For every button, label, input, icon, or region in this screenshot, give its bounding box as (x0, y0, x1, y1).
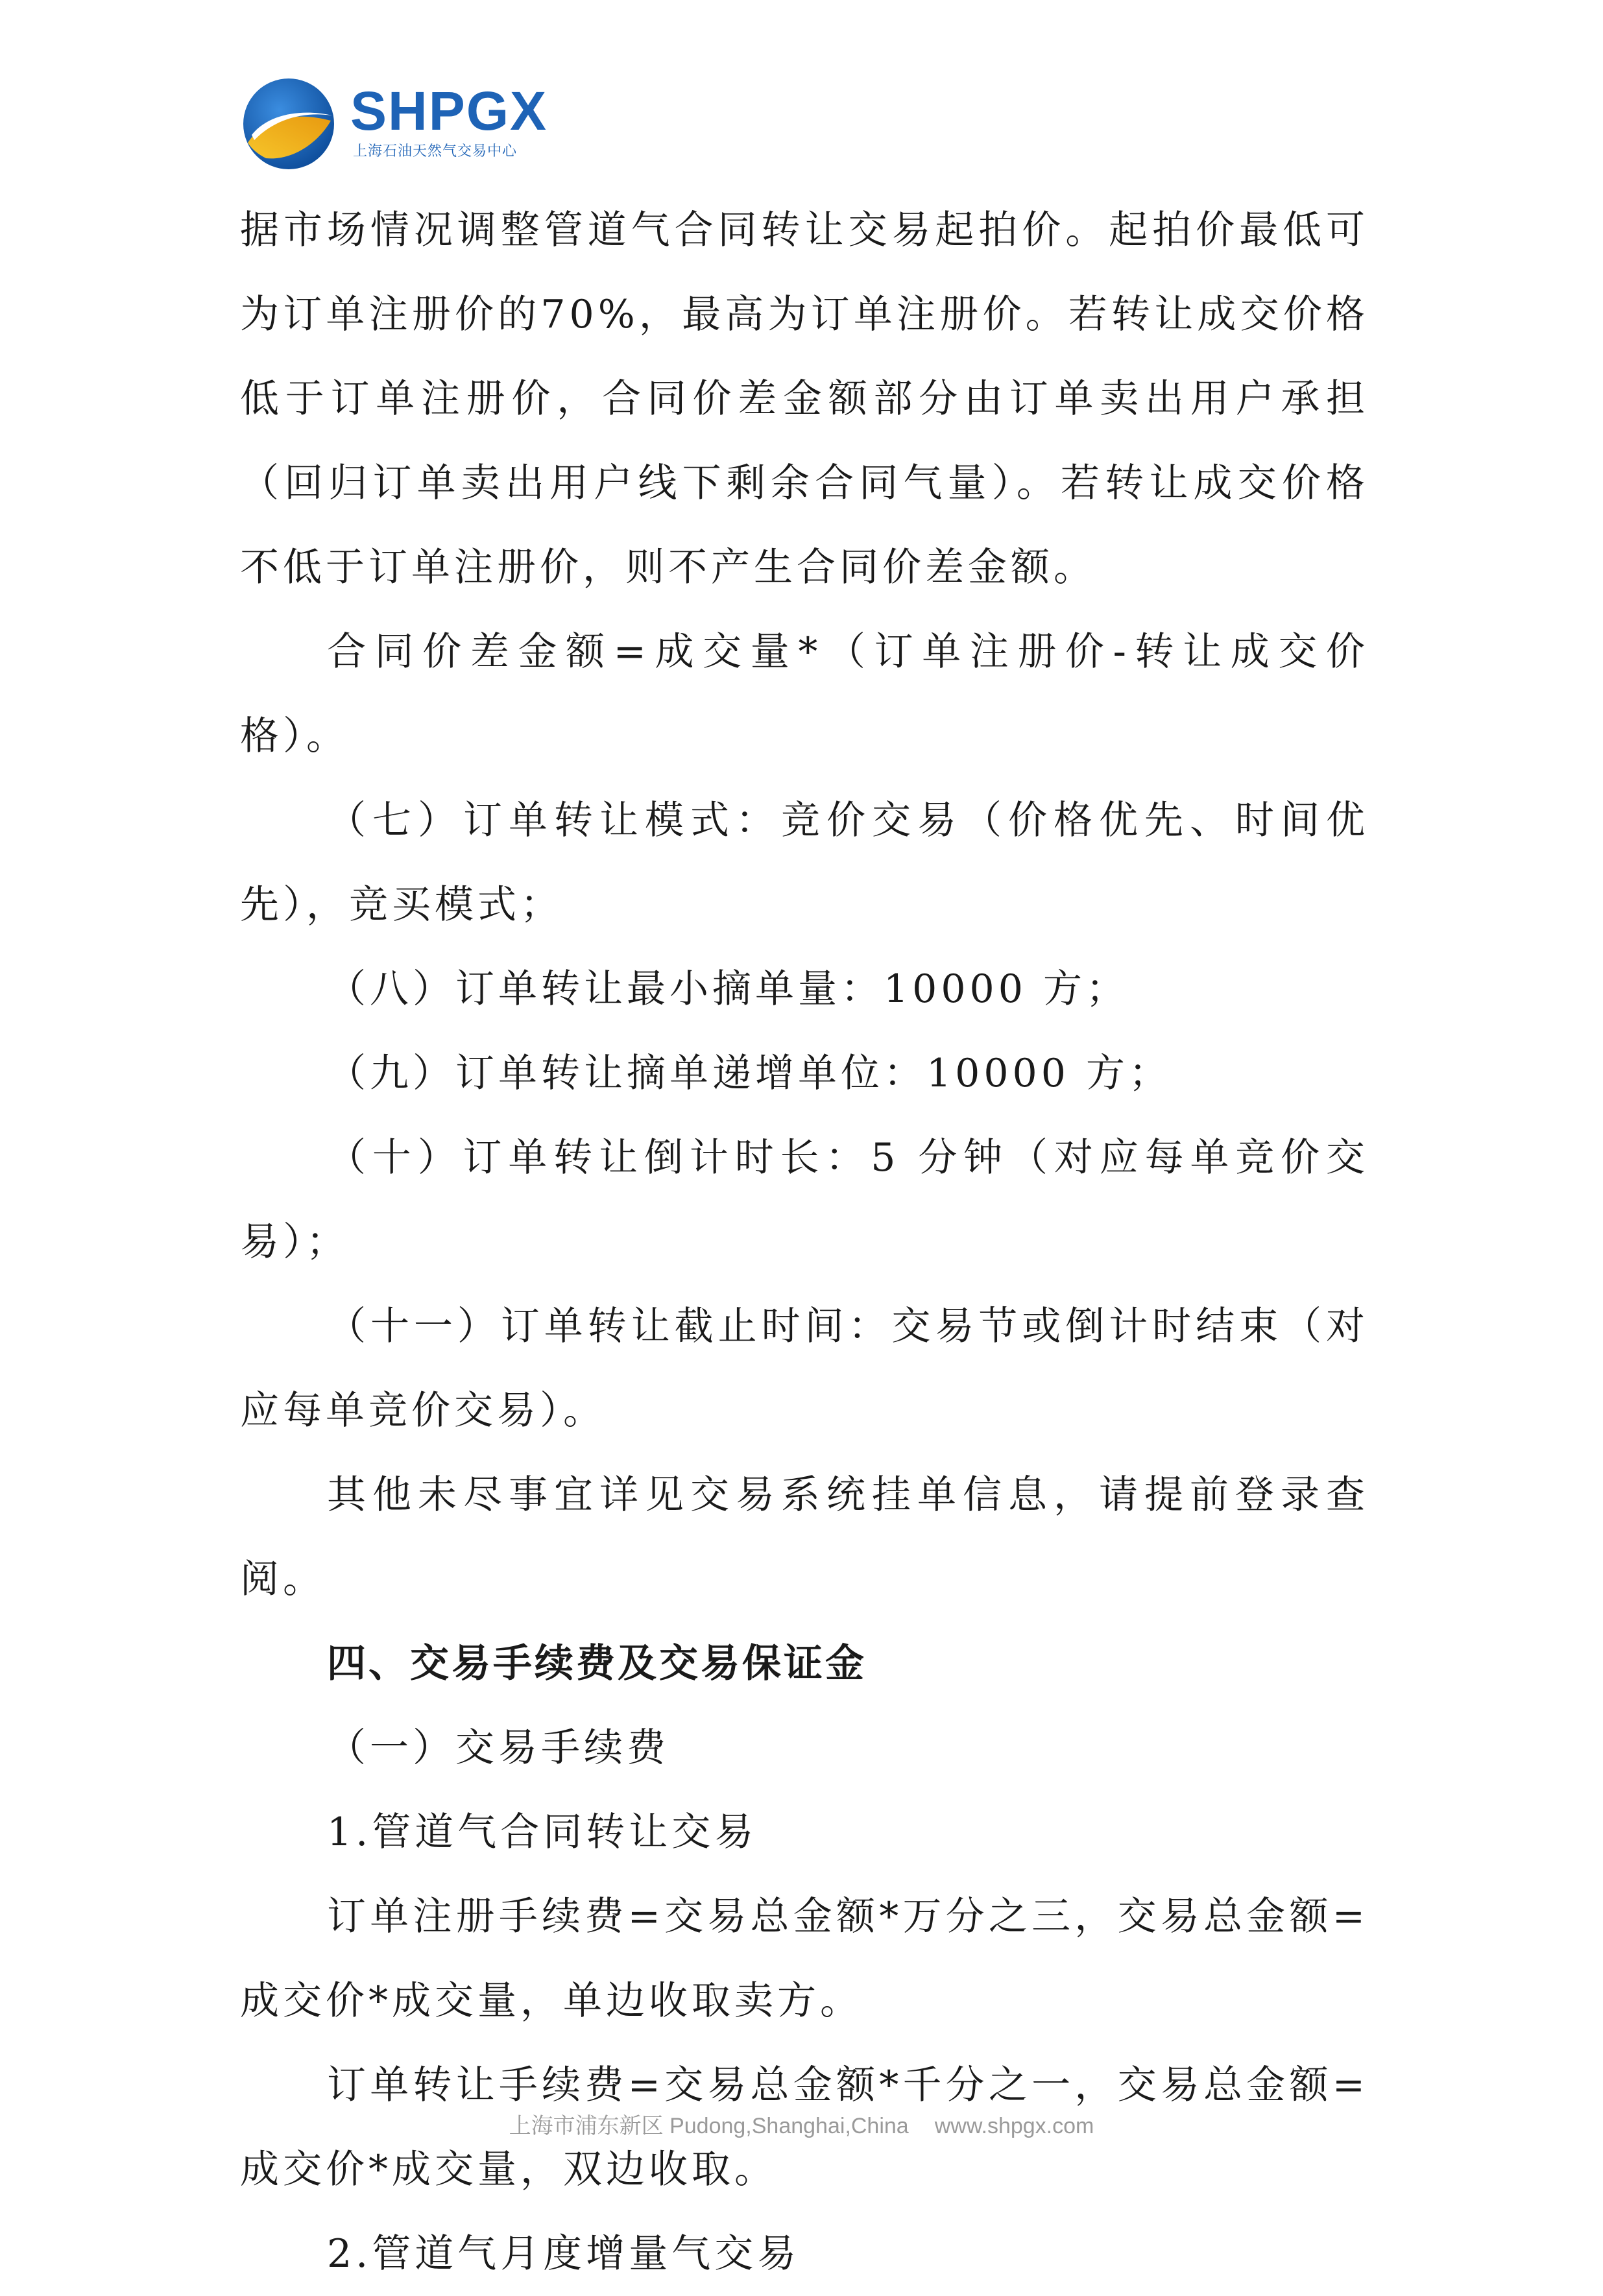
paragraph-increment-unit: （九）订单转让摘单递增单位：10000 方； (327, 1051, 1172, 1096)
logo-subtitle: 上海石油天然气交易中心 (353, 143, 518, 160)
footer-website: www.shpgx.com (934, 2114, 1094, 2138)
item-pipeline-transfer: 1.管道气合同转让交易 (327, 1810, 758, 1855)
paragraph-min-quantity: （八）订单转让最小摘单量：10000 方； (327, 966, 1129, 1012)
logo-title: SHPGX (350, 80, 548, 141)
document-body (240, 188, 1369, 2296)
item-monthly-incremental: 2.管道气月度增量气交易 (327, 2231, 801, 2277)
footer-address: 上海市浦东新区 Pudong,Shanghai,China (509, 2114, 909, 2138)
paragraph-countdown: （十）订单转让倒计时长：5 分钟（对应每单竞价交易）； (240, 1135, 1369, 1265)
page-footer (0, 2108, 1603, 2140)
paragraph-price-diff-formula: 合同价差金额=成交量*（订单注册价-转让成交价格）。 (240, 629, 1369, 759)
shpgx-logo (240, 73, 564, 176)
paragraph-price-adjustment: 据市场情况调整管道气合同转让交易起拍价。起拍价最低可为订单注册价的70%，最高为订单注册价。若转让成交价格低于订单注册价，合同价差金额部分由订单卖出用户承担（回归订单卖出用户线下剩余合同气量）。若转让成交价格不低于订单注册价，则不产生合同价差金额。 (240, 208, 1369, 590)
section-heading-fees: 四、交易手续费及交易保证金 (327, 1641, 867, 1686)
subheading-trading-fees: （一）交易手续费 (327, 1725, 669, 1771)
paragraph-transfer-fee: 订单转让手续费=交易总金额*千分之一，交易总金额=成交价*成交量，双边收取。 (240, 2063, 1369, 2192)
shpgx-logo-icon (240, 75, 337, 173)
paragraph-registration-fee: 订单注册手续费=交易总金额*万分之三，交易总金额=成交价*成交量，单边收取卖方。 (240, 1894, 1369, 2024)
paragraph-deadline: （十一）订单转让截止时间：交易节或倒计时结束（对应每单竞价交易）。 (240, 1304, 1369, 1433)
paragraph-other-matters: 其他未尽事宜详见交易系统挂单信息，请提前登录查阅。 (240, 1472, 1369, 1602)
paragraph-transfer-mode: （七）订单转让模式：竞价交易（价格优先、时间优先），竞买模式； (240, 798, 1369, 927)
